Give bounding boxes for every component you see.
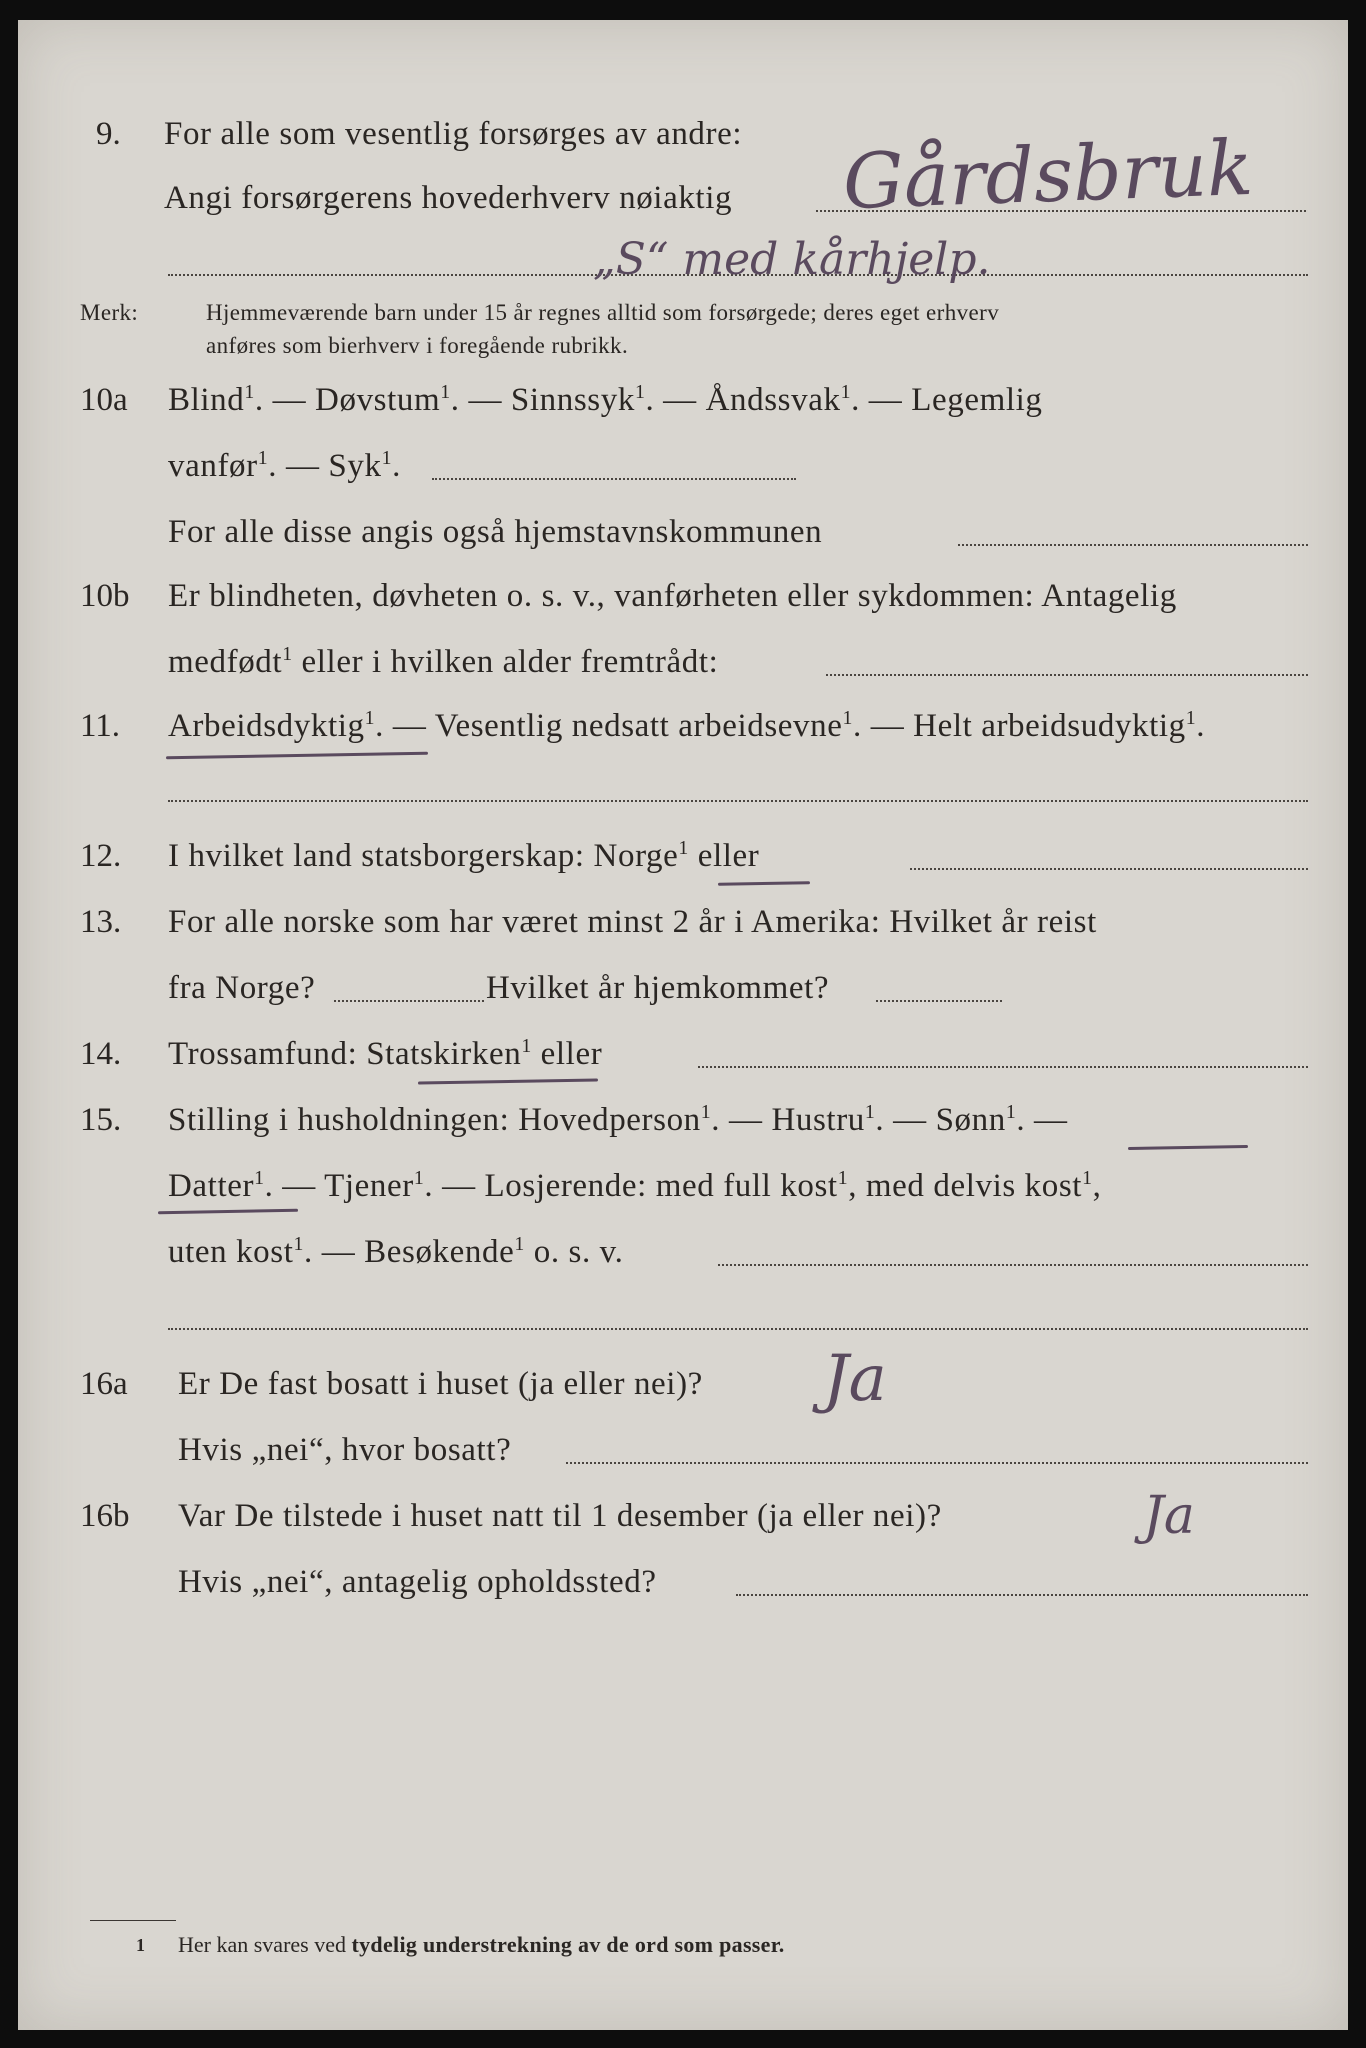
- merk-label: Merk:: [80, 300, 139, 325]
- item-9-question-line1: For alle som vesentlig forsørges av andre:: [164, 116, 743, 152]
- underline-datter: [158, 1209, 298, 1214]
- item-10b-number: 10b: [80, 578, 130, 614]
- item-9-handwritten-answer1: Gårdsbruk: [841, 122, 1255, 227]
- underline-sonn: [1128, 1145, 1248, 1150]
- item-16a-line2: Hvis „nei“, hvor bosatt?: [178, 1432, 512, 1468]
- item-13-q2: Hvilket år hjemkommet?: [486, 970, 830, 1006]
- option-tjener: Tjener: [324, 1168, 414, 1204]
- item-14-number: 14.: [80, 1036, 122, 1072]
- underline-statskirken: [418, 1078, 598, 1084]
- item-13-reist-line: [334, 1000, 484, 1002]
- option-norge: Norge: [593, 838, 679, 874]
- option-sonn: Sønn: [935, 1102, 1006, 1138]
- item-10b-line1: Er blindheten, døvheten o. s. v., vanførheten eller sykdommen: Antagelig: [168, 578, 1177, 614]
- item-14-answer-line: [698, 1066, 1308, 1068]
- item-9-handwritten-answer2: „S“ med kårhjelp.: [593, 234, 991, 285]
- option-datter: Datter: [168, 1168, 255, 1204]
- item-13-q1: fra Norge?: [168, 970, 316, 1006]
- merk-text-line1: Hjemmeværende barn under 15 år regnes alltid som forsørgede; deres eget erhverv: [206, 300, 1000, 325]
- item-14-question: Trossamfund: Statskirken$^1$ eller: [168, 1035, 603, 1072]
- item-16b-line2: Hvis „nei“, antagelig opholdssted?: [178, 1564, 657, 1600]
- item-11-options: Arbeidsdyktig$^1$. — Vesentlig nedsatt arbeidsevne$^1$. — Helt arbeidsudyktig$^1$.: [168, 707, 1206, 744]
- item-16a-answer-line: [566, 1462, 1308, 1464]
- item-10a-line3: For alle disse angis også hjemstavnskommunen: [168, 514, 823, 550]
- option-blind: Blind: [168, 382, 245, 418]
- item-16b-answer-line: [736, 1594, 1308, 1596]
- item-12-question: I hvilket land statsborgerskap: Norge$^1$ eller: [168, 837, 760, 874]
- item-15-line2: Datter$^1$. — Tjener$^1$. — Losjerende: med full kost$^1$, med delvis kost$^1$,: [168, 1167, 1102, 1204]
- item-12-number: 12.: [80, 838, 122, 874]
- item-16b-line1: Var De tilstede i huset natt til 1 desember (ja eller nei)?: [178, 1498, 942, 1534]
- item-11-answer-line: [168, 800, 1308, 802]
- item-13-hjemkommet-line: [876, 1000, 1002, 1002]
- option-syk: Syk: [328, 448, 382, 484]
- item-10a-line1: Blind$^1$. — Døvstum$^1$. — Sinnssyk$^1$. — Åndssvak$^1$. — Legemlig: [168, 381, 1043, 418]
- item-10b-answer-line: [826, 674, 1308, 676]
- item-15-line1: Stilling i husholdningen: Hovedperson$^1$. — Hustru$^1$. — Sønn$^1$. —: [168, 1101, 1068, 1138]
- item-13-line1: For alle norske som har været minst 2 år i Amerika: Hvilket år reist: [168, 904, 1097, 940]
- footnote-mark: 1: [136, 1935, 145, 1955]
- item-10a-number: 10a: [80, 382, 128, 418]
- underline-arbeidsdyktig: [166, 752, 428, 760]
- item-16a-number: 16a: [80, 1366, 128, 1402]
- footnote-rule: [90, 1920, 176, 1921]
- option-vanfor: vanfør: [168, 448, 258, 484]
- item-15-answer-line2: [168, 1328, 1308, 1330]
- item-16a-handwritten-answer: Ja: [823, 1342, 887, 1416]
- option-hustru: Hustru: [771, 1102, 865, 1138]
- item-15-number: 15.: [80, 1102, 122, 1138]
- footnote-text: Her kan svares ved tydelig understrekning av de ord som passer.: [178, 1932, 785, 1957]
- option-arbeidsdyktig: Arbeidsdyktig: [168, 708, 365, 744]
- item-13-number: 13.: [80, 904, 122, 940]
- item-9-question-line2: Angi forsørgerens hovederhverv nøiaktig: [164, 180, 733, 216]
- item-16b-number: 16b: [80, 1498, 130, 1534]
- option-sinnssyk: Sinnssyk: [510, 382, 635, 418]
- item-15-answer-line1: [718, 1264, 1308, 1266]
- item-9-number: 9.: [96, 116, 121, 152]
- option-helt-arbeidsudyktig: Helt arbeidsudyktig: [913, 708, 1186, 744]
- item-16b-handwritten-answer: Ja: [1143, 1486, 1195, 1546]
- item-16a-line1: Er De fast bosatt i huset (ja eller nei)?: [178, 1366, 703, 1402]
- item-10b-line2: medfødt$^1$ eller i hvilken alder fremtrådt:: [168, 643, 719, 680]
- option-statskirken: Statskirken: [366, 1036, 522, 1072]
- option-andssvak: Åndssvak: [705, 382, 841, 418]
- item-10a-hjemstavn-line: [958, 544, 1308, 546]
- option-dovstum: Døvstum: [315, 382, 441, 418]
- item-10a-line2: vanfør$^1$. — Syk$^1$.: [168, 447, 401, 484]
- item-12-answer-line: [910, 868, 1308, 870]
- item-11-number: 11.: [80, 708, 121, 744]
- underline-norge: [718, 881, 810, 886]
- option-hovedperson: Hovedperson: [518, 1102, 701, 1138]
- option-nedsatt-arbeidsevne: Vesentlig nedsatt arbeidsevne: [434, 708, 843, 744]
- option-legemlig: Legemlig: [911, 382, 1043, 418]
- census-form-page: [18, 20, 1348, 2030]
- item-15-line3: uten kost$^1$. — Besøkende$^1$ o. s. v.: [168, 1233, 624, 1270]
- merk-text-line2: anføres som bierhverv i foregående rubrikk.: [206, 333, 629, 358]
- item-10a-answer-line: [432, 478, 796, 480]
